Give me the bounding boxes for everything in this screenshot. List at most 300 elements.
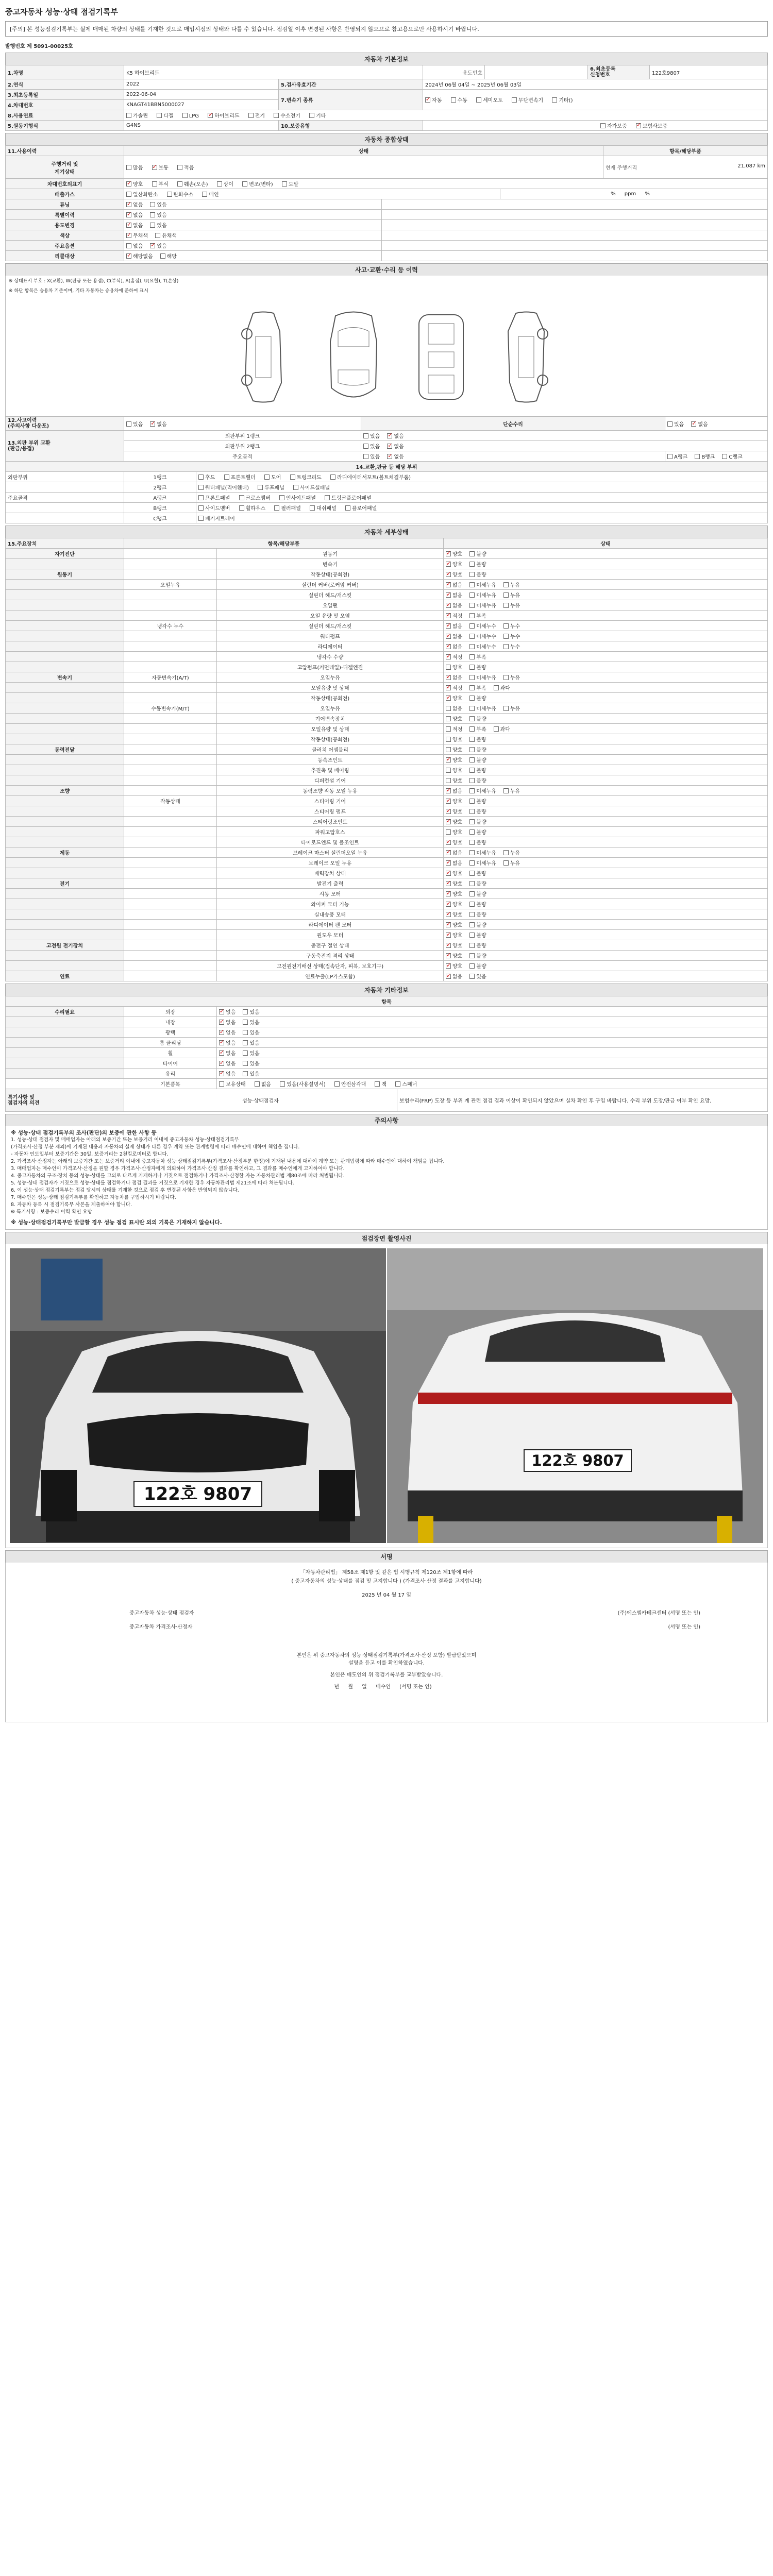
item-label: 타이어 bbox=[124, 1058, 217, 1069]
checkbox[interactable] bbox=[446, 696, 451, 701]
checkbox[interactable] bbox=[469, 603, 475, 608]
checkbox[interactable] bbox=[345, 505, 350, 511]
checkbox[interactable] bbox=[503, 592, 509, 598]
checkbox[interactable] bbox=[293, 485, 298, 490]
checkbox[interactable] bbox=[503, 675, 509, 680]
checkbox[interactable] bbox=[469, 737, 475, 742]
checkbox[interactable] bbox=[469, 809, 475, 814]
option-label: 필러패널 bbox=[281, 506, 301, 512]
checkbox[interactable] bbox=[469, 943, 475, 948]
option-label: 없음 bbox=[452, 583, 463, 588]
status-options bbox=[444, 806, 768, 817]
option-label: 양호 bbox=[452, 912, 463, 918]
buyer-text: 본인은 매도인의 위 점검기록부를 교부받았습니다. bbox=[330, 1672, 443, 1678]
rank-label: 2랭크 bbox=[124, 482, 196, 493]
option-label: 해당 bbox=[166, 254, 177, 260]
checkbox[interactable] bbox=[126, 202, 131, 207]
option-label: 없음 bbox=[698, 421, 708, 428]
checkbox[interactable] bbox=[469, 696, 475, 701]
option-label: 세미오토 bbox=[483, 98, 503, 104]
status-options bbox=[444, 848, 768, 858]
option-label: 불량 bbox=[476, 737, 486, 743]
checkbox[interactable] bbox=[126, 113, 131, 118]
plate-number-value: 122호9807 bbox=[650, 65, 768, 79]
row-label: 13.외판 부위 교환 (판금/용접) bbox=[6, 431, 124, 462]
checkbox[interactable] bbox=[182, 113, 188, 118]
option-label: 없음 bbox=[452, 706, 463, 712]
status-options bbox=[444, 951, 768, 961]
checkbox[interactable] bbox=[446, 891, 451, 896]
checkbox[interactable] bbox=[469, 562, 475, 567]
checkbox[interactable] bbox=[469, 726, 475, 732]
checkbox[interactable] bbox=[469, 685, 475, 690]
checkbox[interactable] bbox=[469, 644, 475, 649]
status-options bbox=[444, 683, 768, 693]
checkbox[interactable] bbox=[334, 1081, 340, 1087]
option-label: 과다 bbox=[500, 727, 510, 733]
checkbox[interactable] bbox=[469, 850, 475, 855]
checkbox[interactable] bbox=[469, 623, 475, 629]
checkbox[interactable] bbox=[219, 1081, 224, 1087]
option-label: 인사이드패널 bbox=[286, 496, 316, 501]
checkbox[interactable] bbox=[446, 768, 451, 773]
checkbox[interactable] bbox=[126, 421, 131, 427]
checkbox[interactable] bbox=[446, 860, 451, 866]
checkbox[interactable] bbox=[446, 706, 451, 711]
overall-status-heading: 자동차 종합상태 bbox=[5, 133, 768, 145]
checkbox[interactable] bbox=[446, 582, 451, 587]
system-label bbox=[6, 580, 124, 590]
checkbox[interactable] bbox=[446, 819, 451, 824]
checkbox[interactable] bbox=[695, 454, 700, 459]
photo-row bbox=[5, 1244, 768, 1548]
row-label: 수리필요 bbox=[6, 1007, 124, 1017]
option-label: 양호 bbox=[452, 562, 463, 568]
checkbox[interactable] bbox=[219, 1071, 224, 1076]
checkbox[interactable] bbox=[469, 592, 475, 598]
checkbox[interactable] bbox=[280, 1081, 285, 1087]
checkbox[interactable] bbox=[198, 516, 204, 521]
option-label: 양호 bbox=[452, 778, 463, 784]
inspection-validity-value: 2024년 06월 04일 ~ 2025년 06월 03일 bbox=[423, 79, 768, 90]
checkbox[interactable] bbox=[446, 747, 451, 752]
item-label: 오일누유 bbox=[217, 672, 444, 683]
checkbox[interactable] bbox=[600, 123, 606, 128]
option-label: 없음 bbox=[452, 645, 463, 650]
checkbox[interactable] bbox=[395, 1081, 400, 1087]
checkbox[interactable] bbox=[310, 505, 315, 511]
table-row bbox=[6, 744, 768, 755]
subsystem-label bbox=[124, 755, 217, 765]
table-row bbox=[6, 1017, 768, 1027]
checkbox[interactable] bbox=[446, 902, 451, 907]
status-options bbox=[444, 899, 768, 909]
checkbox[interactable] bbox=[219, 1009, 224, 1014]
checkbox[interactable] bbox=[155, 233, 160, 238]
checkbox[interactable] bbox=[202, 192, 207, 197]
checkbox[interactable] bbox=[126, 233, 131, 238]
checkbox[interactable] bbox=[469, 654, 475, 659]
checkbox[interactable] bbox=[387, 454, 392, 459]
option-label: 부족 bbox=[476, 686, 486, 691]
checkbox[interactable] bbox=[126, 165, 131, 170]
checkbox[interactable] bbox=[469, 757, 475, 762]
checkbox[interactable] bbox=[126, 181, 131, 187]
checkbox[interactable] bbox=[552, 97, 557, 103]
checkbox[interactable] bbox=[126, 192, 131, 197]
checkbox[interactable] bbox=[387, 444, 392, 449]
checkbox[interactable] bbox=[150, 421, 155, 427]
subsystem-label bbox=[124, 765, 217, 775]
option-label: 수동 bbox=[457, 98, 467, 104]
checkbox[interactable] bbox=[446, 953, 451, 958]
unit-label: % bbox=[611, 191, 616, 197]
checkbox[interactable] bbox=[239, 505, 244, 511]
checkbox[interactable] bbox=[242, 181, 247, 187]
checkbox[interactable] bbox=[469, 891, 475, 896]
checkbox[interactable] bbox=[446, 809, 451, 814]
subsystem-label bbox=[124, 559, 217, 569]
checkbox[interactable] bbox=[469, 953, 475, 958]
checkbox[interactable] bbox=[126, 243, 131, 248]
checkbox[interactable] bbox=[446, 613, 451, 618]
checkbox[interactable] bbox=[469, 963, 475, 969]
item-label: 작동상태(공회전) bbox=[217, 734, 444, 744]
checkbox[interactable] bbox=[126, 223, 131, 228]
checkbox[interactable] bbox=[469, 551, 475, 556]
checkbox[interactable] bbox=[258, 485, 263, 490]
option-label: 미세누유 bbox=[476, 603, 496, 609]
checkbox[interactable] bbox=[503, 582, 509, 587]
checkbox[interactable] bbox=[363, 454, 368, 459]
checkbox[interactable] bbox=[330, 474, 335, 480]
checkbox[interactable] bbox=[282, 181, 287, 187]
rank-label: 1랭크 bbox=[124, 472, 196, 482]
checkbox[interactable] bbox=[375, 1081, 380, 1087]
checkbox[interactable] bbox=[126, 212, 131, 217]
option-label: 부족 bbox=[476, 727, 486, 733]
checkbox[interactable] bbox=[469, 788, 475, 793]
checkbox[interactable] bbox=[152, 181, 157, 187]
checkbox[interactable] bbox=[224, 474, 229, 480]
row-label bbox=[6, 513, 124, 523]
checkbox[interactable] bbox=[446, 933, 451, 938]
item-label: 클러치 어셈블리 bbox=[217, 744, 444, 755]
checkbox[interactable] bbox=[248, 113, 254, 118]
system-label: 자기진단 bbox=[6, 549, 124, 559]
option-label: 양호 bbox=[452, 902, 463, 908]
checkbox[interactable] bbox=[446, 551, 451, 556]
checkbox[interactable] bbox=[446, 737, 451, 742]
mileage-label: 현재 주행거리 bbox=[606, 165, 637, 171]
option-label: 가솔린 bbox=[133, 113, 148, 119]
option-label: 없음 bbox=[452, 634, 463, 640]
checkbox[interactable] bbox=[198, 474, 204, 480]
checkbox[interactable] bbox=[150, 212, 155, 217]
system-label bbox=[6, 559, 124, 569]
checkbox[interactable] bbox=[198, 485, 204, 490]
legend-text: ※ 상태표시 부호 : X(교환), W(판금 또는 용접), C(부식), A(흠집), U(요철), T(손상) bbox=[9, 279, 179, 284]
option-label: 미세누수 bbox=[476, 634, 496, 640]
checkbox[interactable] bbox=[219, 1020, 224, 1025]
checkbox[interactable] bbox=[469, 819, 475, 824]
option-label: 있음 bbox=[157, 213, 167, 218]
checkbox[interactable] bbox=[446, 562, 451, 567]
option-label: 양호 bbox=[452, 799, 463, 805]
option-label: 없음 bbox=[452, 974, 463, 980]
checkbox[interactable] bbox=[476, 97, 481, 103]
checkbox[interactable] bbox=[503, 860, 509, 866]
subsystem-label bbox=[124, 786, 217, 796]
checkbox[interactable] bbox=[446, 644, 451, 649]
checkbox[interactable] bbox=[446, 799, 451, 804]
option-label: 누유 bbox=[510, 593, 520, 599]
checkbox[interactable] bbox=[274, 505, 279, 511]
date-day-label: 일 bbox=[362, 1684, 367, 1690]
checkbox[interactable] bbox=[469, 799, 475, 804]
checkbox[interactable] bbox=[150, 243, 155, 248]
checkbox[interactable] bbox=[469, 778, 475, 783]
checkbox[interactable] bbox=[219, 1061, 224, 1066]
checkbox[interactable] bbox=[469, 912, 475, 917]
table-row bbox=[6, 817, 768, 827]
checkbox[interactable] bbox=[363, 444, 368, 449]
checkbox[interactable] bbox=[198, 505, 204, 511]
checkbox[interactable] bbox=[446, 881, 451, 886]
checkbox[interactable] bbox=[451, 97, 456, 103]
pricer-signature[interactable]: (서명 또는 인) bbox=[668, 1624, 700, 1630]
checkbox[interactable] bbox=[446, 963, 451, 969]
checkbox[interactable] bbox=[446, 685, 451, 690]
checkbox[interactable] bbox=[446, 912, 451, 917]
checkbox[interactable] bbox=[503, 850, 509, 855]
item-label: 내장 bbox=[124, 1017, 217, 1027]
system-label bbox=[6, 641, 124, 652]
checkbox[interactable] bbox=[446, 572, 451, 577]
option-label: 보험사보증 bbox=[642, 124, 668, 129]
checkbox[interactable] bbox=[446, 654, 451, 659]
checkbox[interactable] bbox=[446, 726, 451, 732]
checkbox[interactable] bbox=[446, 829, 451, 835]
car-side-right-icon bbox=[495, 311, 557, 403]
checkbox[interactable] bbox=[469, 747, 475, 752]
subsystem-label bbox=[124, 775, 217, 786]
checkbox[interactable] bbox=[469, 974, 475, 979]
table-row bbox=[6, 878, 768, 889]
checkbox[interactable] bbox=[126, 253, 131, 259]
checkbox[interactable] bbox=[469, 582, 475, 587]
row-label: 특기사항 및 점검자의 의견 bbox=[6, 1089, 124, 1112]
inspector-signature[interactable]: (주)에스엠카테크센터 (서명 또는 인) bbox=[617, 1611, 700, 1616]
table-row bbox=[6, 868, 768, 878]
note-line: 5. 성능·상태 점검자가 거짓으로 성능·상태를 점검하거나 점검 결과를 거짓으로 기재한 경우 자동차관리법 제21조에 따라 처분됩니다. bbox=[11, 1180, 294, 1186]
checkbox[interactable] bbox=[469, 665, 475, 670]
date-month-label: 월 bbox=[348, 1684, 353, 1690]
checkbox[interactable] bbox=[446, 850, 451, 855]
other-info-table bbox=[5, 996, 768, 1112]
checkbox[interactable] bbox=[512, 97, 517, 103]
item-label: 연료누출(LP가스포함) bbox=[217, 971, 444, 981]
checkbox[interactable] bbox=[157, 113, 162, 118]
status-options bbox=[444, 600, 768, 611]
checkbox[interactable] bbox=[446, 623, 451, 629]
checkbox[interactable] bbox=[219, 1040, 224, 1045]
subsystem-label bbox=[124, 889, 217, 899]
checkbox[interactable] bbox=[274, 113, 279, 118]
transmission-options bbox=[423, 90, 768, 110]
checkbox[interactable] bbox=[243, 1040, 248, 1045]
item-label: 등속조인트 bbox=[217, 755, 444, 765]
checkbox[interactable] bbox=[387, 433, 392, 438]
checkbox[interactable] bbox=[691, 421, 696, 427]
checkbox[interactable] bbox=[217, 181, 222, 187]
checkbox[interactable] bbox=[494, 685, 499, 690]
checkbox[interactable] bbox=[469, 572, 475, 577]
option-label: 양호 bbox=[452, 768, 463, 774]
system-label bbox=[6, 703, 124, 714]
option-label: 있음 bbox=[370, 454, 380, 460]
checkbox[interactable] bbox=[503, 788, 509, 793]
checkbox[interactable] bbox=[446, 974, 451, 979]
checkbox[interactable] bbox=[243, 1050, 248, 1056]
option-label: 누유 bbox=[510, 675, 520, 681]
checkbox[interactable] bbox=[160, 253, 165, 259]
checkbox[interactable] bbox=[243, 1061, 248, 1066]
checkbox[interactable] bbox=[469, 829, 475, 835]
checkbox[interactable] bbox=[219, 1050, 224, 1056]
buyer-signature[interactable]: (서명 또는 인) bbox=[399, 1684, 432, 1690]
checkbox[interactable] bbox=[722, 454, 727, 459]
checkbox[interactable] bbox=[446, 592, 451, 598]
checkbox[interactable] bbox=[198, 495, 204, 500]
option-label: 미세누유 bbox=[476, 583, 496, 588]
checkbox[interactable] bbox=[264, 474, 270, 480]
system-label bbox=[6, 961, 124, 971]
checkbox[interactable] bbox=[243, 1071, 248, 1076]
status-options bbox=[444, 837, 768, 848]
checkbox[interactable] bbox=[446, 788, 451, 793]
checkbox[interactable] bbox=[469, 902, 475, 907]
subsystem-label bbox=[124, 734, 217, 744]
checkbox[interactable] bbox=[469, 933, 475, 938]
checkbox[interactable] bbox=[446, 943, 451, 948]
checkbox[interactable] bbox=[243, 1009, 248, 1014]
checkbox[interactable] bbox=[667, 454, 673, 459]
checkbox[interactable] bbox=[469, 922, 475, 927]
option-label: 불량 bbox=[476, 943, 486, 949]
checkbox[interactable] bbox=[469, 881, 475, 886]
status-options bbox=[444, 641, 768, 652]
option-label: 없음 bbox=[394, 434, 404, 439]
option-label: 후드 bbox=[205, 475, 215, 481]
checkbox[interactable] bbox=[667, 421, 673, 427]
checkbox[interactable] bbox=[219, 1030, 224, 1035]
system-label: 제동 bbox=[6, 848, 124, 858]
option-label: 없음 bbox=[226, 1072, 236, 1077]
checkbox[interactable] bbox=[446, 778, 451, 783]
checkbox[interactable] bbox=[325, 495, 330, 500]
checkbox[interactable] bbox=[309, 113, 314, 118]
system-label bbox=[6, 930, 124, 940]
subsystem-label bbox=[124, 971, 217, 981]
checkbox[interactable] bbox=[469, 706, 475, 711]
checkbox[interactable] bbox=[636, 123, 641, 128]
checkbox[interactable] bbox=[446, 871, 451, 876]
photos-heading: 점검장면 촬영사진 bbox=[5, 1232, 768, 1244]
checkbox[interactable] bbox=[255, 1081, 260, 1087]
status-options bbox=[444, 631, 768, 641]
table-row bbox=[6, 837, 768, 848]
checkbox[interactable] bbox=[363, 433, 368, 438]
checkbox[interactable] bbox=[503, 634, 509, 639]
checkbox[interactable] bbox=[177, 165, 182, 170]
option-label: 불량 bbox=[476, 964, 486, 970]
subsystem-label bbox=[124, 909, 217, 920]
checkbox[interactable] bbox=[469, 675, 475, 680]
checkbox[interactable] bbox=[167, 192, 172, 197]
table-row bbox=[6, 652, 768, 662]
checkbox[interactable] bbox=[152, 165, 157, 170]
option-label: 불량 bbox=[476, 758, 486, 764]
license-plate: 122호 9807 bbox=[524, 1449, 632, 1472]
checkbox[interactable] bbox=[279, 495, 284, 500]
checkbox[interactable] bbox=[446, 603, 451, 608]
option-label: 유채색 bbox=[161, 233, 177, 239]
checkbox[interactable] bbox=[243, 1020, 248, 1025]
checkbox[interactable] bbox=[503, 644, 509, 649]
checkbox[interactable] bbox=[469, 768, 475, 773]
checkbox[interactable] bbox=[208, 113, 213, 118]
option-label: 과다 bbox=[500, 686, 510, 691]
status-options bbox=[444, 693, 768, 703]
checkbox[interactable] bbox=[425, 97, 430, 103]
subsystem-label bbox=[124, 951, 217, 961]
checkbox[interactable] bbox=[446, 675, 451, 680]
checkbox[interactable] bbox=[503, 623, 509, 629]
checkbox[interactable] bbox=[469, 716, 475, 721]
checkbox[interactable] bbox=[446, 634, 451, 639]
checkbox[interactable] bbox=[239, 495, 244, 500]
checkbox[interactable] bbox=[177, 181, 182, 187]
checkbox[interactable] bbox=[469, 613, 475, 618]
checkbox[interactable] bbox=[150, 202, 155, 207]
first-registration-value: 2022-06-04 bbox=[124, 90, 279, 100]
checkbox[interactable] bbox=[469, 860, 475, 866]
checkbox[interactable] bbox=[503, 706, 509, 711]
checkbox[interactable] bbox=[243, 1030, 248, 1035]
checkbox[interactable] bbox=[446, 840, 451, 845]
checkbox[interactable] bbox=[469, 871, 475, 876]
option-label: 불량 bbox=[476, 871, 486, 877]
checkbox[interactable] bbox=[469, 634, 475, 639]
checkbox[interactable] bbox=[469, 840, 475, 845]
checkbox[interactable] bbox=[290, 474, 295, 480]
subsystem-label: 냉각수 누수 bbox=[124, 621, 217, 631]
option-label: 미세누수 bbox=[476, 624, 496, 630]
pricer-label: 중고자동차 가격조사·산정자 bbox=[129, 1624, 193, 1630]
checkbox[interactable] bbox=[446, 665, 451, 670]
checkbox[interactable] bbox=[446, 922, 451, 927]
checkbox[interactable] bbox=[150, 223, 155, 228]
checkbox[interactable] bbox=[446, 716, 451, 721]
option-label: 있음 bbox=[249, 1061, 260, 1067]
checkbox[interactable] bbox=[494, 726, 499, 732]
checkbox[interactable] bbox=[446, 757, 451, 762]
table-row bbox=[6, 755, 768, 765]
row-label: 외판부위 bbox=[6, 472, 124, 482]
checkbox[interactable] bbox=[503, 603, 509, 608]
row-label: 주요골격 bbox=[6, 493, 124, 503]
